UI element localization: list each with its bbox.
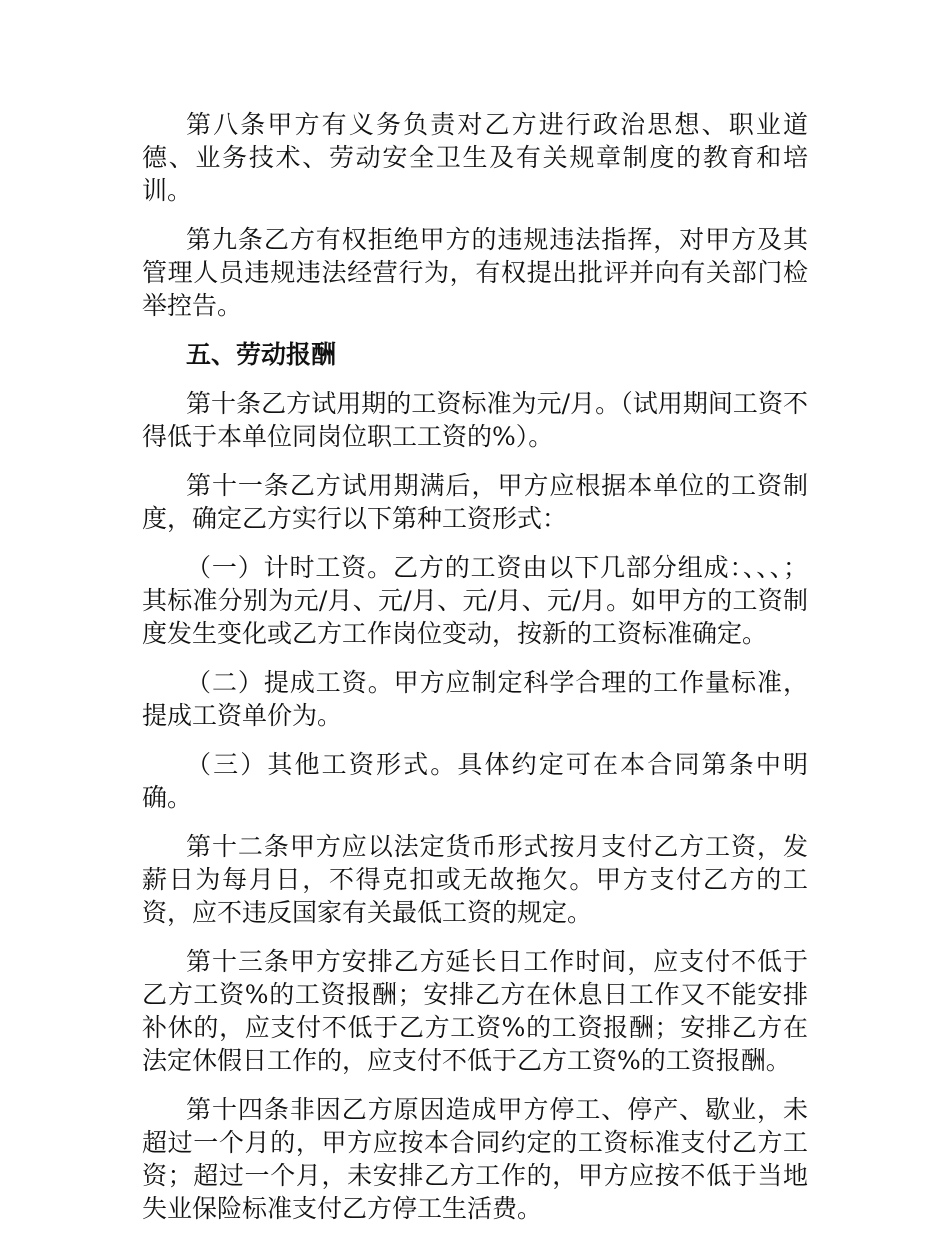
- article-13-paragraph: 第十三条甲方安排乙方延长日工作时间，应支付不低于乙方工资%的工资报酬；安排乙方在休息日工作又不能安排补休的，应支付不低于乙方工资%的工资报酬；安排乙方在法定休假日工作的，应支付不低于乙方工资%的工资报酬。: [142, 947, 808, 1075]
- document-page: [142, 108, 808, 1241]
- article-9-paragraph: 第九条乙方有权拒绝甲方的违规违法指挥，对甲方及其管理人员违规违法经营行为，有权提出批评并向有关部门检举控告。: [142, 225, 808, 320]
- article-12-paragraph: 第十二条甲方应以法定货币形式按月支付乙方工资，发薪日为每月日，不得克扣或无故拖欠。甲方支付乙方的工资，应不违反国家有关最低工资的规定。: [142, 832, 808, 927]
- clause-3-paragraph: （三）其他工资形式。具体约定可在本合同第条中明确。: [142, 750, 808, 812]
- article-8-paragraph: 第八条甲方有义务负责对乙方进行政治思想、职业道德、业务技术、劳动安全卫生及有关规章制度的教育和培训。: [142, 110, 808, 205]
- article-10-paragraph: 第十条乙方试用期的工资标准为元/月。（试用期间工资不得低于本单位同岗位职工工资的%）。: [142, 389, 808, 451]
- clause-2-paragraph: （二）提成工资。甲方应制定科学合理的工作量标准，提成工资单价为。: [142, 668, 808, 730]
- section-heading-labor-remuneration: 五、劳动报酬: [186, 340, 337, 369]
- article-11-paragraph: 第十一条乙方试用期满后，甲方应根据本单位的工资制度，确定乙方实行以下第种工资形式：: [142, 471, 808, 533]
- clause-1-paragraph: （一）计时工资。乙方的工资由以下几部分组成：、、、；其标准分别为元/月、元/月、元/月、元/月。如甲方的工资制度发生变化或乙方工作岗位变动，按新的工资标准确定。: [142, 553, 808, 648]
- article-14-paragraph: 第十四条非因乙方原因造成甲方停工、停产、歇业，未超过一个月的，甲方应按本合同约定的工资标准支付乙方工资；超过一个月，未安排乙方工作的，甲方应按不低于当地失业保险标准支付乙方停工生活费。: [142, 1095, 808, 1223]
